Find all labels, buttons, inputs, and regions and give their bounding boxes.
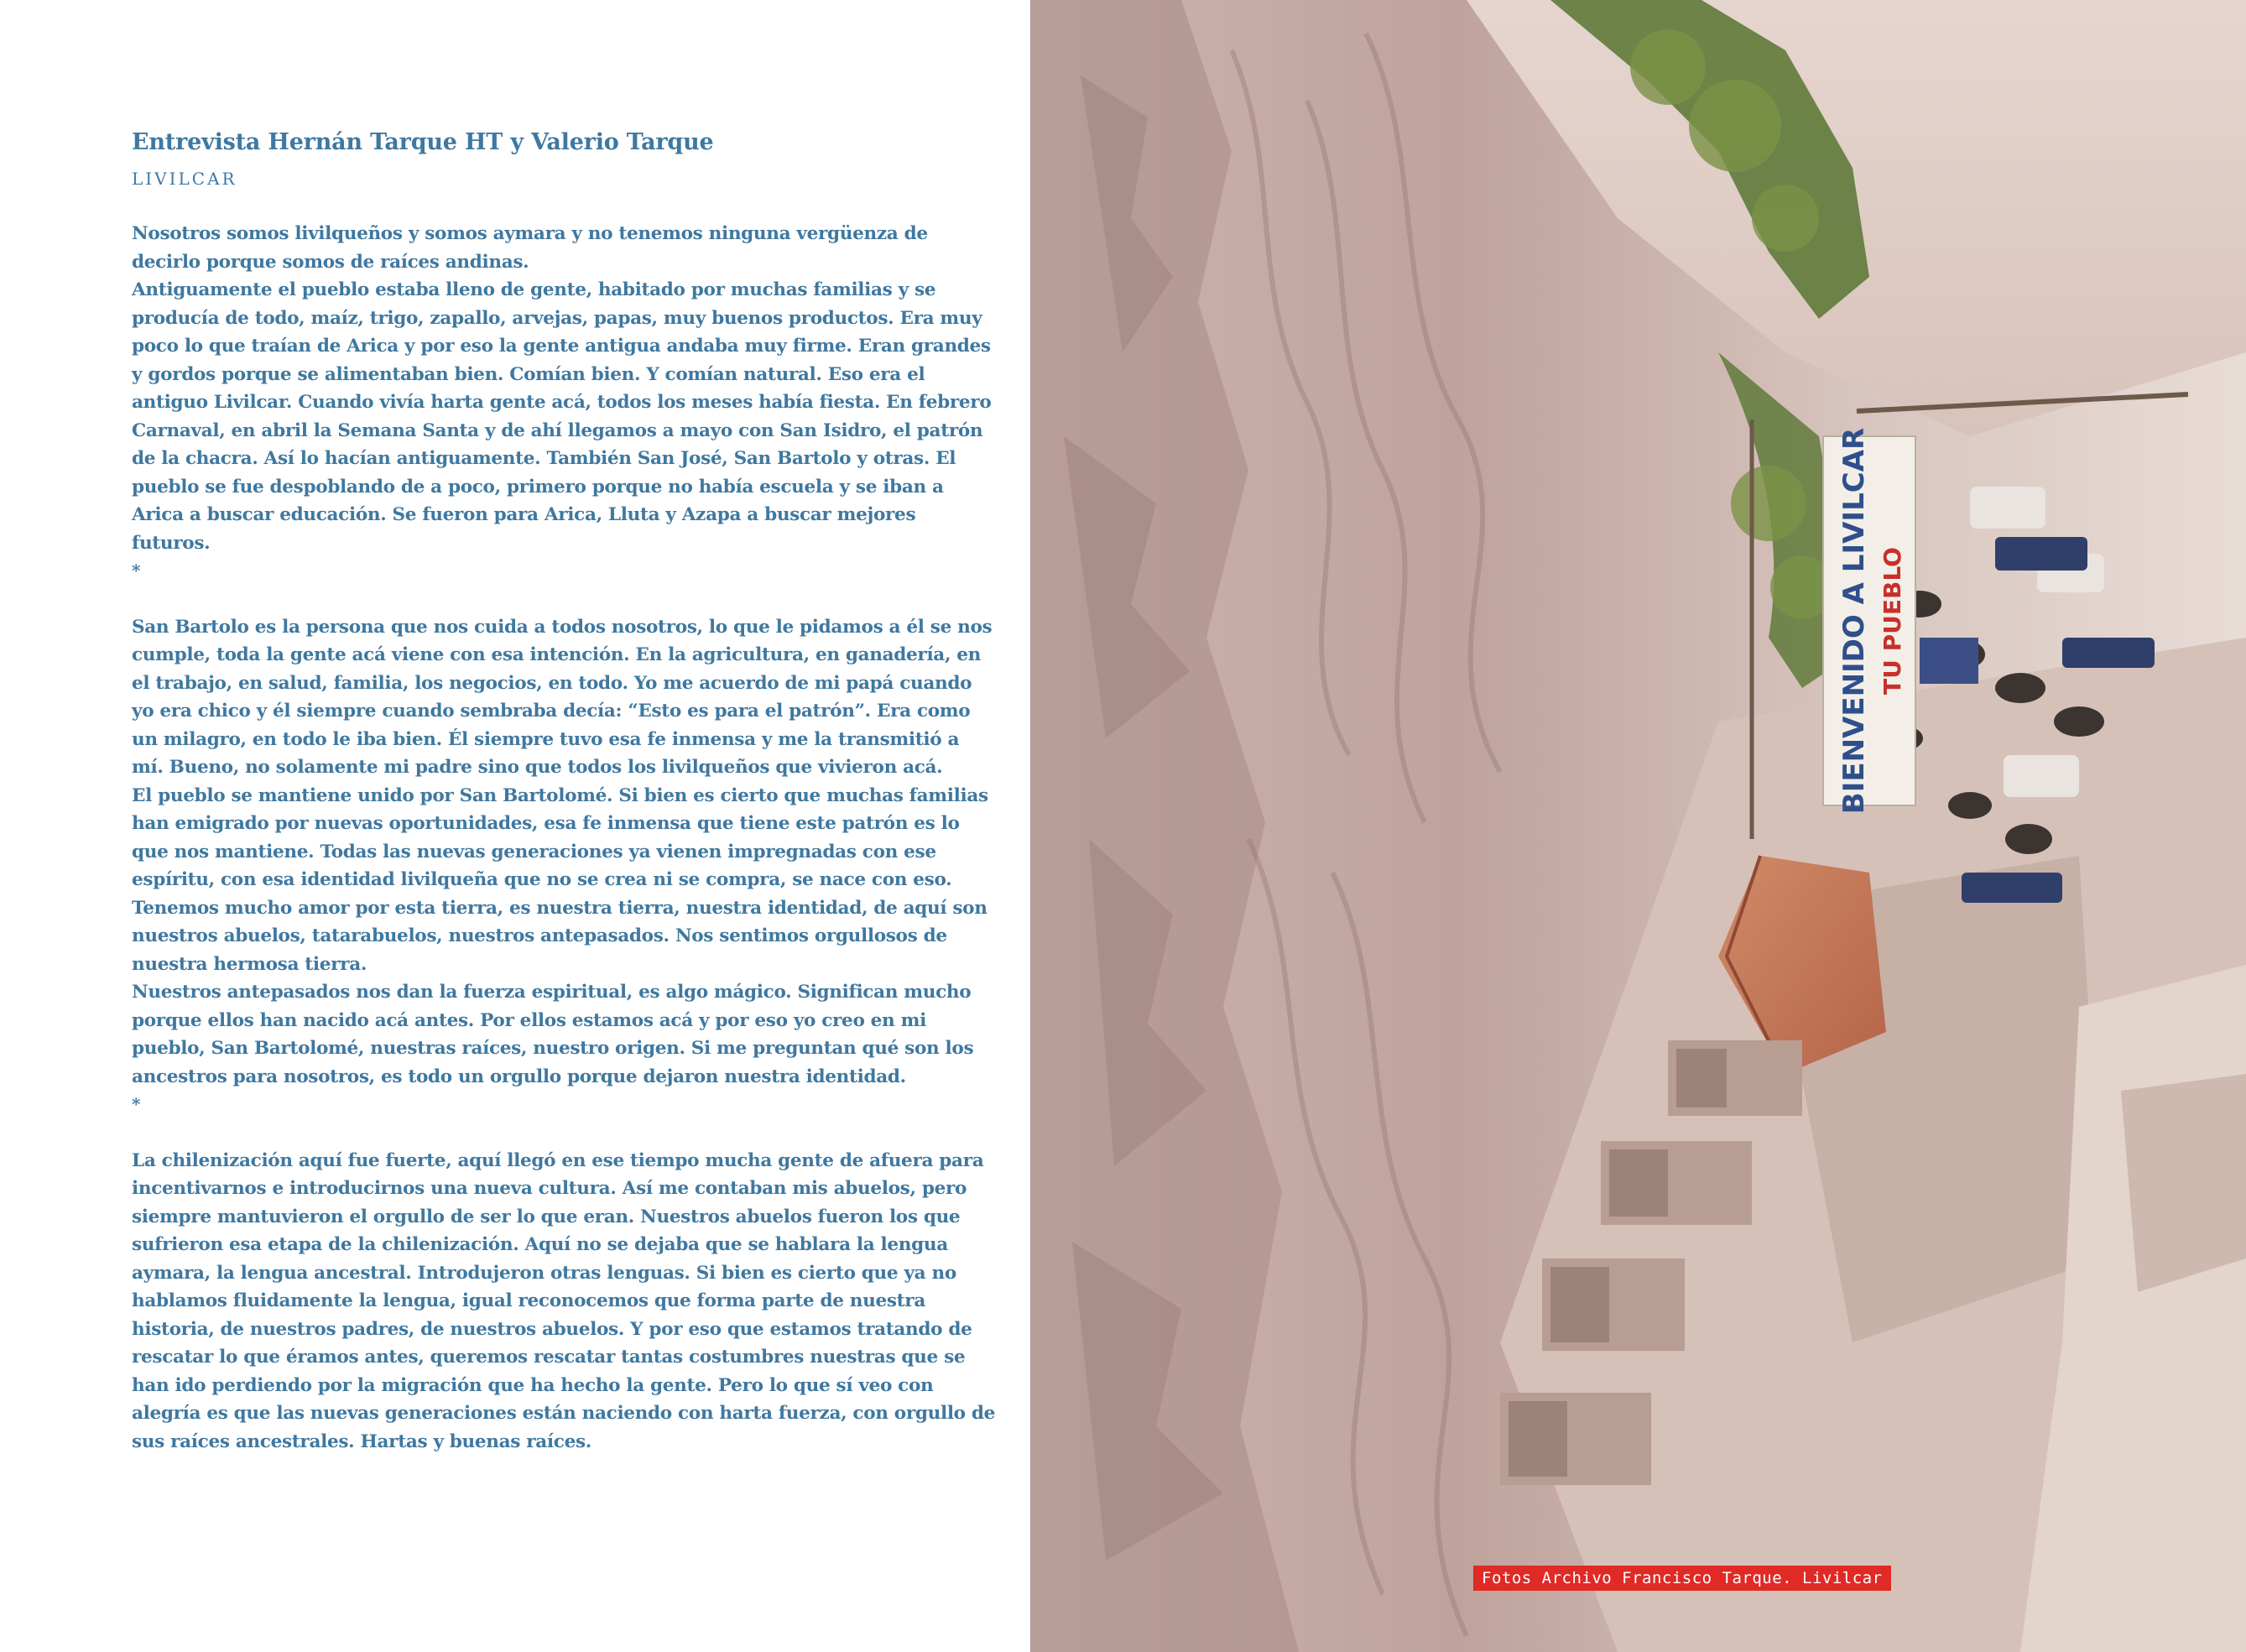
article-location: LIVILCAR [132,169,237,189]
photo-caption: Fotos Archivo Francisco Tarque. Livilcar [1473,1566,1891,1591]
banner-line1: BIENVENIDO A LIVILCAR [1837,427,1871,815]
paragraph: Antiguamente el pueblo estaba lleno de gente, habitado por muchas familias y se producía de todo, maíz, trigo, zapallo, arvejas, papas, muy buenos productos. Era muy poco lo que traían de Arica y por eso la gente antigua andaba muy firme. Eran grandes y gordos porque se alimentaban bien. Comían bien. Y comían natural. Eso era el antiguo Livilcar. Cuando vivía harta gente acá, todos los meses había fiesta. En febrero Carnaval, en abril la Semana Santa y de ahí llegamos a mayo con San Isidro, el patrón de la chacra. Así lo hacían antiguamente. También San José, San Bartolo y otras. El pueblo se fue despoblando de a poco, primero porque no había escuela y se iban a Arica a buscar educación. Se fueron para Arica, Lluta y Azapa a buscar mejores futuros. [132,279,992,554]
photo-illustration [1030,0,2246,1652]
paragraph: La chilenización aquí fue fuerte, aquí llegó en ese tiempo mucha gente de afuera para incentivarnos e introducirnos una nueva cultura. Así me contaban mis abuelos, pero siempre mantuvieron el orgullo de ser lo que eran. Nuestros abuelos fueron los que sufrieron esa etapa de la chilenización. Aquí no se dejaba que se hablara la lengua aymara, la lengua ancestral. Introdujeron otras lenguas. Si bien es cierto que ya no hablamos fluidamente la lengua, igual reconocemos que forma parte de nuestra historia, de nuestros padres, de nuestros abuelos. Y por eso que estamos tratando de rescatar lo que éramos antes, queremos rescatar tantas costumbres nuestras que se han ido perdiendo por la migración que ha hecho la gente. Pero lo que sí veo con alegría es que las nuevas generaciones están naciendo con harta fuerza, con orgullo de sus raíces ancestrales. Hartas y buenas raíces. [132,1149,996,1452]
text-page [0,0,1030,1652]
paragraph: Nosotros somos livilqueños y somos aymara y no tenemos ninguna vergüenza de decirlo porque somos de raíces andinas. [132,223,928,273]
article-title: Entrevista Hernán Tarque HT y Valerio Tarque [132,129,714,155]
paragraph: Nuestros antepasados nos dan la fuerza espiritual, es algo mágico. Significan mucho porque ellos han nacido acá antes. Por ellos estamos acá y por eso yo creo en mi pueblo, San Bartolomé, nuestras raíces, nuestro origen. Si me preguntan qué son los ancestros para nosotros, es todo un orgullo porque dejaron nuestra identidad. [132,982,974,1087]
section-separator: * [132,560,141,581]
paragraph: San Bartolo es la persona que nos cuida a todos nosotros, lo que le pidamos a él se nos cumple, toda la gente acá viene con esa intención. En la agricultura, en ganadería, en el trabajo, en salud, familia, los negocios, en todo. Yo me acuerdo de mi papá cuando yo era chico y él siempre cuando sembraba decía: “Esto es para el patrón”. Era como un milagro, en todo le iba bien. Él siempre tuvo esa fe inmensa y me la transmitió a mí. Bueno, no solamente mi padre sino que todos los livilqueños que vivieron acá. [132,616,993,778]
section-separator: * [132,1094,141,1114]
banner-line2: TU PUEBLO [1879,547,1906,695]
village-photo [1030,0,2246,1652]
paragraph: El pueblo se mantiene unido por San Bartolomé. Si bien es cierto que muchas familias han emigrado por nuevas oportunidades, esa fe inmensa que tiene este patrón es lo que nos mantiene. Todas las nuevas generaciones ya vienen impregnadas con ese espíritu, con esa identidad livilqueña que no se crea ni se compra, se nace con eso. Tenemos mucho amor por esta tierra, es nuestra tierra, nuestra identidad, de aquí son nuestros abuelos, tatarabuelos, nuestros antepasados. Nos sentimos orgullosos de nuestra hermosa tierra. [132,784,988,975]
article-column [132,126,996,1456]
